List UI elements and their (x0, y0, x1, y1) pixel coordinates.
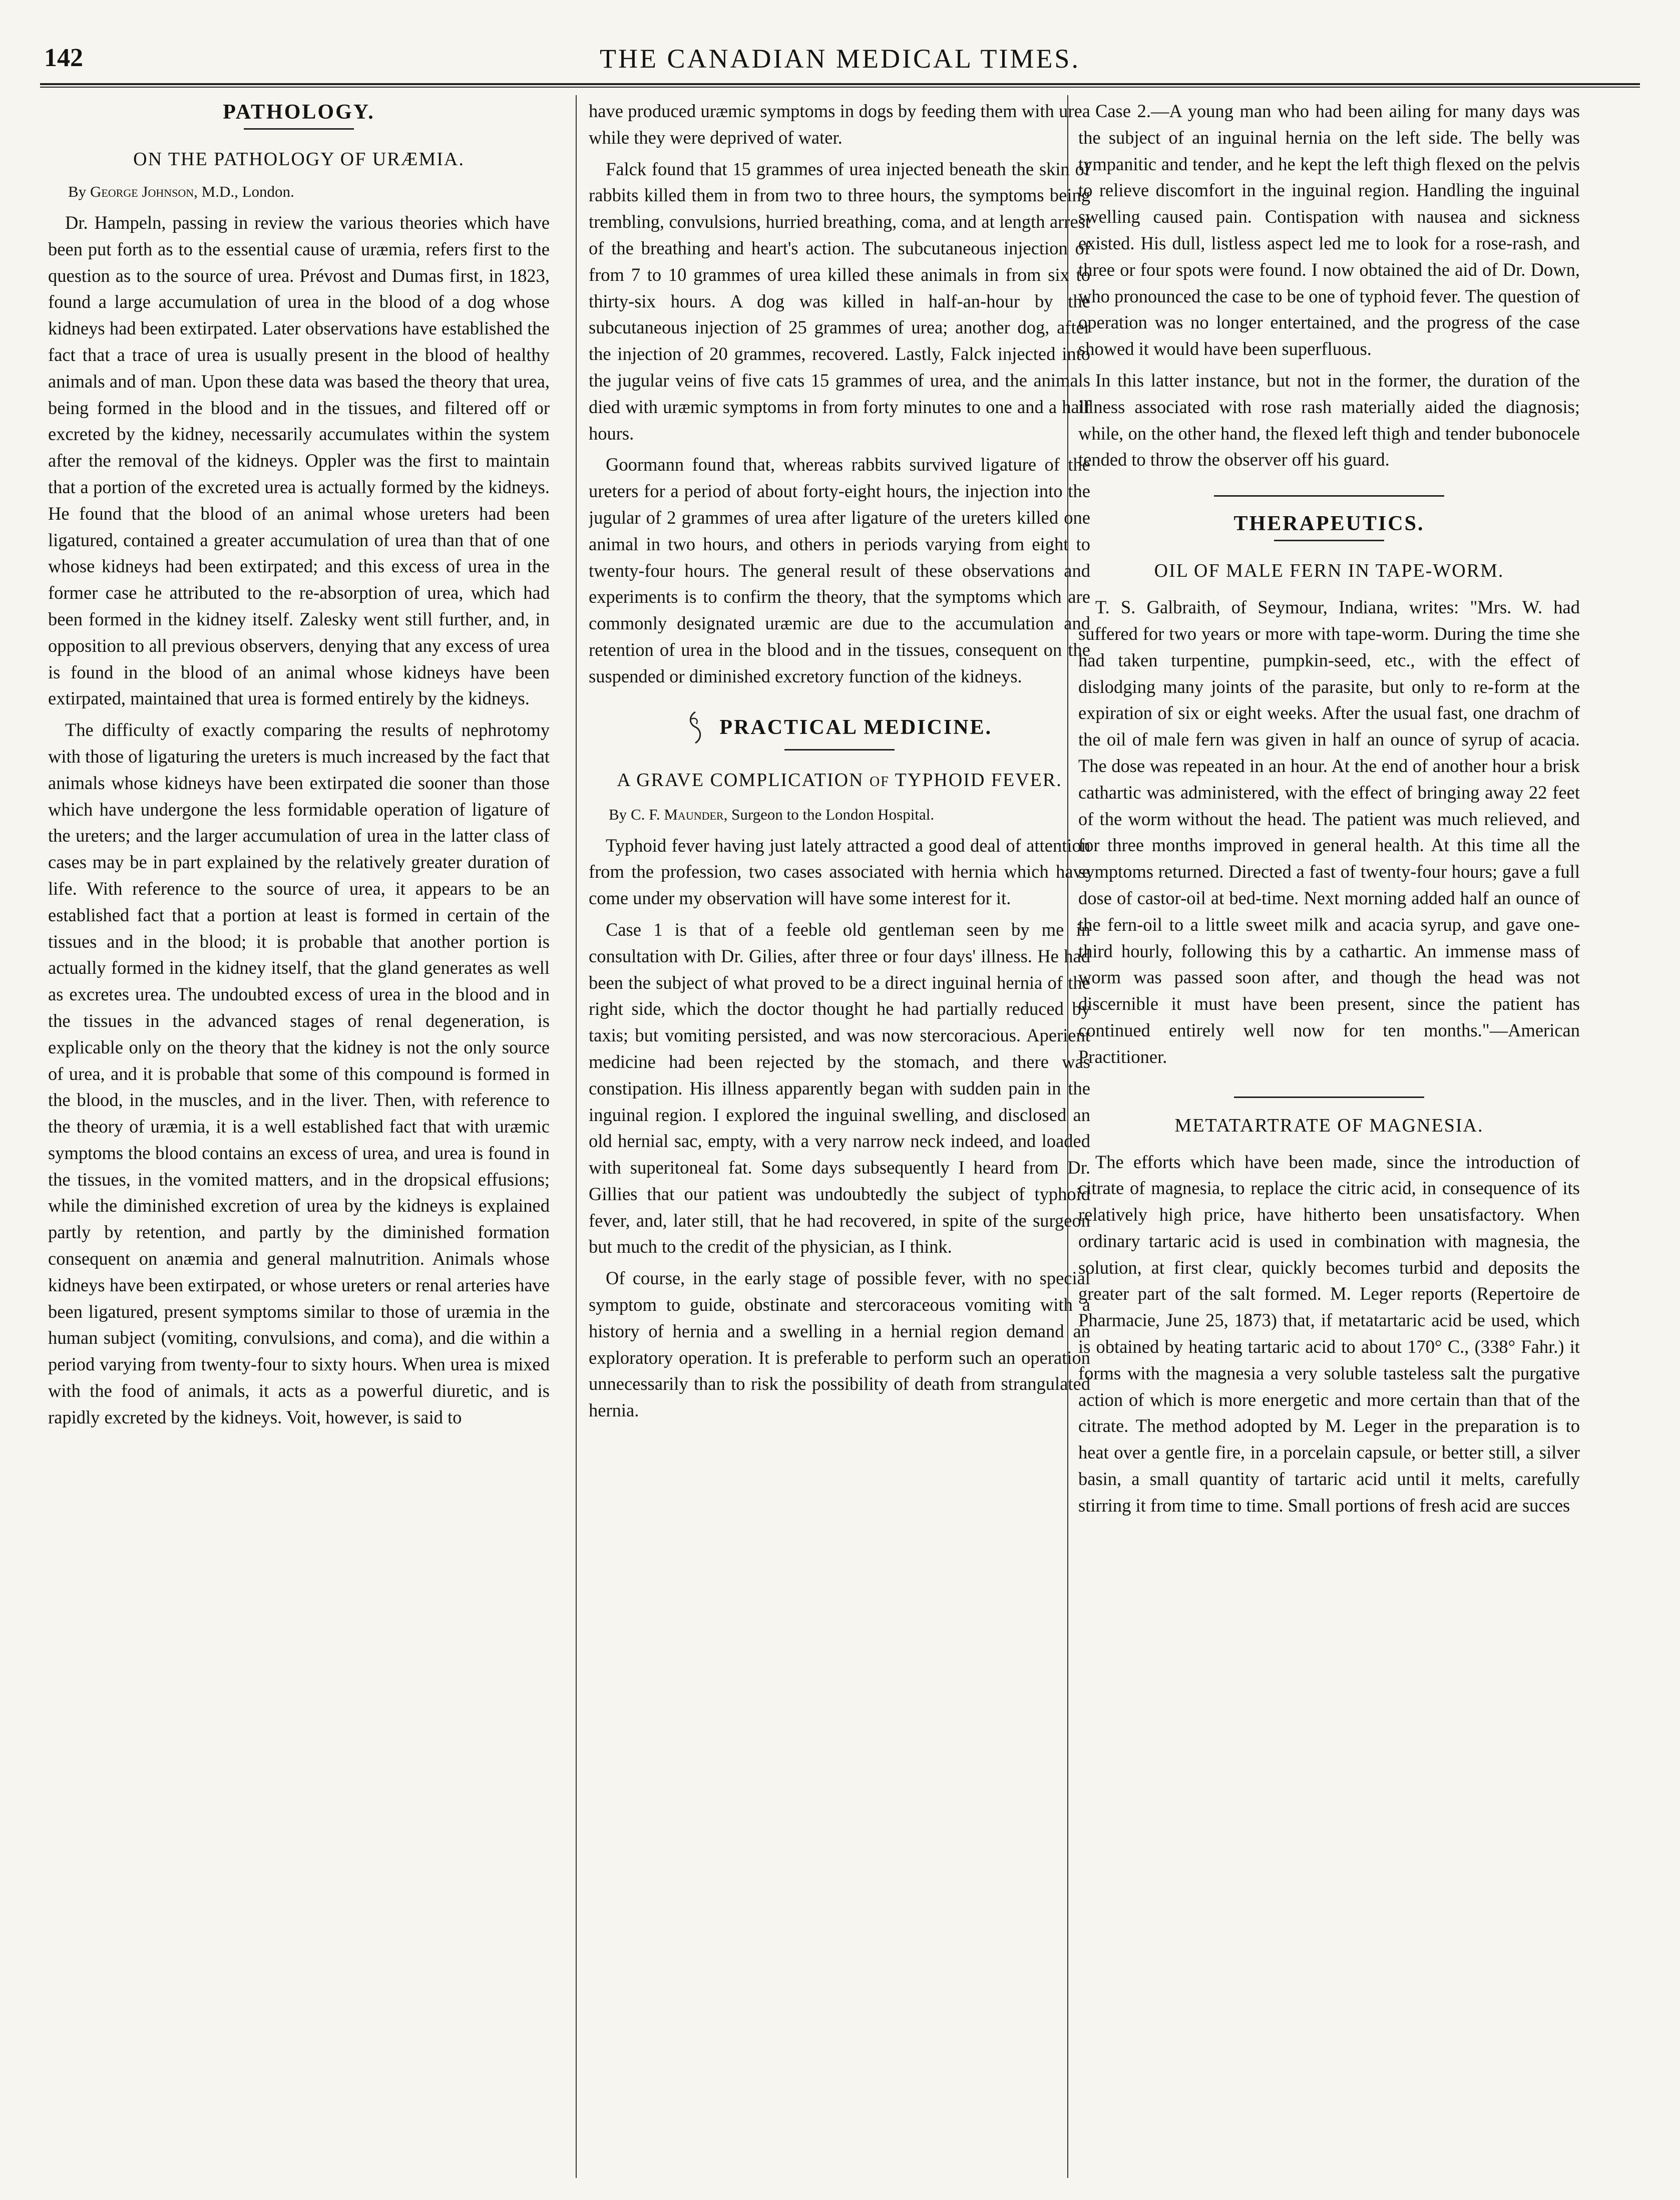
byline-prefix: By (68, 183, 87, 200)
paragraph: T. S. Galbraith, of Seymour, Indiana, writes: "Mrs. W. had suffered for two years or more with tape-worm. During the time she had taken turpentine, pumpkin-seed, etc., with the effect of dislodging many joints of the parasite, but only to re-form at the expiration of six or eight weeks. After the usual fast, one drachm of the oil of male fern was given in half an ounce of syrup of acacia. The dose was repeated in an hour. At the end of another hour a brisk cathartic was administered, with the effect of bringing away 22 feet of the worm without the head. The patient was much relieved, and for three months improved in general health. At this time all the symptoms returned. Directed a fast of twenty-four hours; gave a full dose of castor-oil at bed-time. Next morning added half an ounce of the fern-oil to a little sweet milk and acacia syrup, and gave one-third hourly, following this by a cathartic. An immense mass of worm was passed soon after, and though the head was not discernible it must have been present, since the patient has continued entirely well now for ten months."—American Practitioner. (1078, 597, 1580, 1067)
column-divider (576, 95, 577, 2178)
page-number: 142 (44, 44, 83, 72)
byline (609, 806, 1090, 824)
byline-suffix: , M.D., London. (194, 183, 294, 200)
column-2 (589, 98, 1090, 2176)
article-title-of: OF (870, 774, 890, 790)
article-divider (1214, 495, 1444, 497)
section-heading-therapeutics: THERAPEUTICS. (1233, 512, 1425, 536)
article-divider (1234, 1096, 1424, 1098)
byline (68, 183, 550, 201)
paragraph: Dr. Hampeln, passing in review the various theories which have been put forth as to the essential cause of uræmia, refers first to the question as to the source of urea. Prévost and Dumas first, in 1823, found a large accumulation of urea in the blood of a dog whose kidneys had been extirpated. Later observations have established the fact that a trace of urea is usually present in the blood of healthy animals and of man. Upon these data was based the theory that urea, being formed in the blood and in the tissues, and filtered off or excreted by the kidney, necessarily accumulates within the system after the removal of the kidneys. Oppler was the first to maintain that a portion of the excreted urea is actually formed by the kidneys. He found that the blood of an animal whose ureters had been ligatured, contained a greater accumulation of urea than that of one whose kidneys had been extirpated; and this excess of urea in the former case he attributed to the re-absorption of urea, which had been formed in the kidney itself. Zalesky went still further, and, in opposition to all previous observers, denying that any excess of urea is found in the blood of an animal whose kidneys have been extirpated, maintained that urea is formed entirely by the kidneys. (48, 212, 550, 709)
byline-prefix: By (609, 805, 627, 823)
section-rule (784, 749, 895, 751)
column-3 (1078, 98, 1580, 2176)
article-title-typhoid (589, 768, 1090, 795)
paragraph: In this latter instance, but not in the former, the duration of the illness associated with rose rash materially aided the diagnosis; while, on the other hand, the flexed left thigh and tender bubonocele tended to throw the observer off his guard. (1078, 370, 1580, 470)
paragraph: Case 2.—A young man who had been ailing for many days was the subject of an inguinal hernia on the left side. The belly was tympanitic and tender, and he kept the left thigh flexed on the pelvis to relieve discomfort in the inguinal region. Handling the inguinal swelling caused pain. Contispation with nausea and sickness existed. His dull, listless aspect led me to look for a rose-rash, and three or four spots were found. I now obtained the aid of Dr. Down, who pronounced the case to be one of typhoid fever. The question of operation was no longer entertained, and the progress of the case showed it would have been superfluous. (1078, 101, 1580, 359)
running-head (44, 43, 1636, 83)
paragraph: Typhoid fever having just lately attracted a good deal of attention from the profession, two cases associated with hernia which have come under my observation will have some interest for it. (589, 835, 1090, 909)
section-rule (1274, 540, 1384, 541)
printer-ornament-icon (687, 710, 704, 745)
paragraph: The difficulty of exactly comparing the results of nephrotomy with those of ligaturing the ureters is much increased by the fact that animals whose kidneys have been extirpated die sooner than those which have undergone the less formidable operation of ligature of the ureters; and the larger accumulation of urea in the latter class of cases may be in part explained by the relatively greater duration of life. With reference to the source of urea, it appears to be an established fact that a portion at least is formed in certain of the tissues and in the blood; it is probable that another portion is actually formed in the kidney itself, that the gland generates as well as excretes urea. The undoubted excess of urea in the blood and in the tissues in the advanced stages of renal degeneration, is explicable only on the theory that the kidney is not the only source of urea, and it is probable that some of this compound is formed in the blood, in the muscles, and in the liver. Then, with reference to the theory of uræmia, it is a well established fact that with uræmic symptoms the blood contains an excess of urea, and urea is found in the tissues, in the vomited matters, and in the dropsical effusions; while the diminished excretion of urea by the kidneys is explained partly by retention, and partly by the diminished formation consequent on anæmia and general malnutrition. Animals whose kidneys have been extirpated, or whose ureters or renal arteries have been ligatured, present symptoms similar to those of uræmia in the human subject (vomiting, convulsions, and coma), and die within a period varying from twenty-four to sixty hours. When urea is mixed with the food of animals, it acts as a powerful diuretic, and is rapidly excreted by the kidneys. Voit, however, is said to (48, 719, 550, 1427)
paragraph: Of course, in the early stage of possible fever, with no special symptom to guide, obstinate and stercoraceous vomiting with a history of hernia and a swelling in a hernial region demand an exploratory operation. It is preferable to perform such an operation unnecessarily than to risk the possibility of death from strangulated hernia. (589, 1268, 1090, 1421)
section-rule (244, 128, 354, 130)
article-title-rest: TYPHOID FEVER. (895, 769, 1062, 791)
paragraph: Case 1 is that of a feeble old gentleman seen by me in consultation with Dr. Gilies, after three or four days' illness. He had been the subject of what proved to be a direct inguinal hernia of the right side, which the doctor thought he had partially reduced by taxis; but vomiting persisted, and was now stercoracious. Aperient medicine had been rejected by the stomach, and there was constipation. His illness apparently began with sudden pain in the inguinal region. I explored the inguinal swelling, and disclosed an old hernial sac, empty, with a very narrow neck indeed, and loaded with superitoneal fat. Some days subsequently I heard from Dr. Gillies that our patient was undoubtedly the subject of typhoid fever, and, later still, that he had recovered, in spite of the surgeon but much to the credit of the physician, as I think. (589, 919, 1090, 1257)
paragraph: Falck found that 15 grammes of urea injected beneath the skin of rabbits killed them in from two to three hours, the symptoms being trembling, convulsions, hurried breathing, coma, and at length arrest of the breathing and heart's action. The subcutaneous injection of from 7 to 10 grammes of urea killed these animals in from six to thirty-six hours. A dog was killed in half-an-hour by the subcutaneous injection of 25 grammes of urea; another dog, after the injection of 20 grammes, recovered. Lastly, Falck injected into the jugular veins of five cats 15 grammes of urea, and the animals died with uræmic symptoms in from forty minutes to one and a half hours. (589, 158, 1090, 444)
section-heading-pathology: PATHOLOGY. (223, 101, 375, 124)
byline-author: C. F. Maunder (630, 805, 724, 823)
paragraph: Goormann found that, whereas rabbits survived ligature of the ureters for a period of about forty-eight hours, the injection into the jugular of 2 grammes of urea after ligature of the ureters killed one animal in two hours, and others in periods varying from eight to twenty-four hours. The general result of these observations and experiments is to confirm the theory, that the symptoms which are commonly designated uræmic are due to the accumulation and retention of urea in the blood and in the tissues, consequent on the suspended or diminished excretory function of the kidneys. (589, 454, 1090, 686)
paragraph: have produced uræmic symptoms in dogs by feeding them with urea while they were deprived of water. (589, 101, 1090, 148)
column-1 (48, 98, 550, 2176)
byline-suffix: , Surgeon to the London Hospital. (723, 805, 935, 823)
byline-author: George Johnson (90, 183, 194, 200)
paragraph: The efforts which have been made, since the introduction of citrate of magnesia, to replace the citric acid, in consequence of its relatively high price, have hitherto been unsatisfactory. When ordinary tartaric acid is used in combination with magnesia, the solution, at first clear, quickly becomes turbid and deposits the greater part of the salt formed. M. Leger reports (Repertoire de Pharmacie, June 25, 1873) that, if metatartaric acid be used, which is obtained by heating tartaric acid to about 170° C., (338° Fahr.) it forms with the magnesia a very soluble tasteless salt the purgative action of which is more energetic and more certain than that of the citrate. The method adopted by M. Leger in the preparation is to heat over a gentle fire, in a porcelain capsule, or better still, a silver basin, a small quantity of tartaric acid until it melts, carefully stirring it from time to time. Small portions of fresh acid are succes (1078, 1151, 1580, 1516)
header-rule (40, 83, 1640, 88)
journal-title: THE CANADIAN MEDICAL TIMES. (600, 44, 1080, 74)
section-heading-text: PRACTICAL MEDICINE. (719, 715, 993, 739)
article-title-metatartrate: METATARTRATE OF MAGNESIA. (1174, 1115, 1484, 1136)
article-title-male-fern: OIL OF MALE FERN IN TAPE-WORM. (1154, 560, 1504, 582)
article-title-main: A GRAVE COMPLICATION (617, 769, 864, 791)
section-heading-practical-medicine (589, 710, 1090, 745)
article-title-uraemia: ON THE PATHOLOGY OF URÆMIA. (133, 149, 465, 170)
